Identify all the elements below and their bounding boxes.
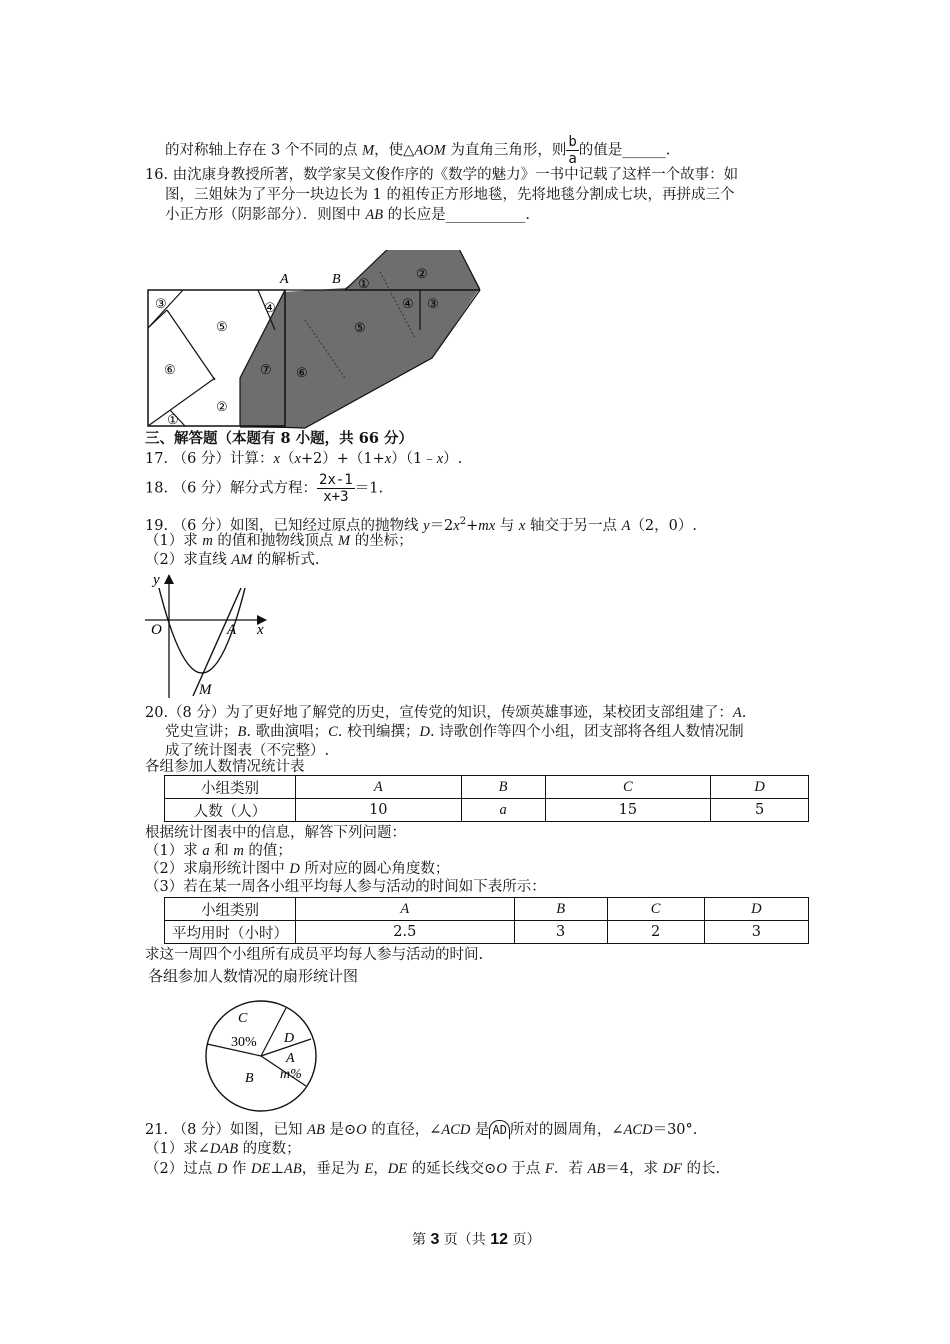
table1-title: 各组参加人数情况统计表 [145,759,305,775]
piece-1-right: ① [358,276,370,291]
q15-tail-line: 的对称轴上存在 3 个不同的点 M，使△AOM 为直角三角形，则 $\frac{b}{a}$ 的值是______. [165,134,671,167]
q20-after-table: 求这一周四个小组所有成员平均每人参与活动的时间. [145,947,484,963]
table-row: 平均用时（小时） 2.5 3 2 3 [165,921,809,944]
piece-7: ⑦ [260,362,272,377]
line-AM [193,588,241,696]
piece-6-right: ⑥ [296,365,308,380]
piece-4-left: ④ [264,300,276,315]
pie-label-C: C [238,1011,248,1026]
svg-text:y: y [153,572,160,588]
q20-instructions: 根据统计图表中的信息，解答下列问题： [145,825,406,841]
label-B: B [332,272,341,287]
q19-line3: （2）求直线 AM 的解析式. [145,552,320,568]
piece-6-left: ⑥ [164,362,176,377]
q18-line: 18. （6 分）解分式方程： $\frac{2x-1}{x+3}$ ＝1. [145,472,384,505]
q20-sub3: （3）若在某一周各小组平均每人参与活动的时间如下表所示： [145,879,546,895]
svg-text:M: M [199,682,212,698]
q19-line2: （1）求 m 的值和抛物线顶点 M 的坐标； [145,533,413,549]
pie-chart [200,1000,325,1115]
piece-4-right: ④ [402,296,414,311]
q20-sub2: （2）求扇形统计图中 D 所对应的圆心角度数； [145,861,450,877]
svg-text:x: x [257,622,264,638]
svg-text:O: O [151,622,162,638]
table-row: 小组类别 A B C D [165,776,809,799]
q21-line2: （1）求∠DAB 的度数； [145,1141,301,1157]
section-3-title: 三、解答题（本题有 8 小题，共 66 分） [145,430,413,447]
q16-line3: 小正方形（阴影部分）．则图中 AB 的长应是___________. [165,207,531,223]
pie-label-D: D [284,1031,295,1046]
piece-3-left: ③ [155,296,167,311]
page-footer: 第 3 页（共 12 页） [412,1231,541,1248]
table-row: 小组类别 A B C D [165,898,809,921]
piece-5-left: ⑤ [216,319,228,334]
pie-label-A-pct: m% [280,1067,302,1082]
q17-line: 17. （6 分）计算：x（x+2）+（1+x）（1﹣x）. [145,451,463,467]
pie-label-B: B [245,1071,254,1086]
stats-table-time [164,897,809,944]
parabola-figure [145,568,275,703]
pie-label-C-pct: 30% [231,1035,257,1050]
piece-2-left: ② [216,399,228,414]
piece-1-left: ① [167,412,179,427]
q20-line1: 20.（8 分）为了更好地了解党的历史，宣传党的知识，传颂英雄事迹，某校团支部组建了：A. [145,705,747,721]
piece-3-right: ③ [427,296,439,311]
svg-text:A: A [227,622,237,638]
q21-line1: 21. （8 分）如图，已知 AB 是⊙O 的直径，∠ACD 是 AD 所对的圆周角，∠ACD＝30°. [145,1122,698,1138]
q20-line3: 成了统计图表（不完整）. [165,743,330,759]
q18-fraction: $\frac{2x-1}{x+3}$ [319,472,353,505]
pie-label-A: A [286,1051,295,1066]
stats-table-count [164,775,809,822]
piece-5-right: ⑤ [354,320,366,335]
table-row: 人数（人） 10 a 15 5 [165,799,809,822]
pie-chart-title: 各组参加人数情况的扇形统计图 [148,967,359,985]
q16-line1: 16. 由沈康身教授所著，数学家吴文俊作序的《数学的魅力》一书中记载了这样一个故事：如 [145,167,739,183]
carpet-figure [140,250,490,430]
q19-line1: 19. （6 分）如图，已知经过原点的抛物线 $y=2x^2+mx$ 与 x 轴交于另一点 A（2，0）. [145,516,697,534]
q16-line2: 图，三姐妹为了平分一块边长为 1 的祖传正方形地毯，先将地毯分割成七块，再拼成三个 [165,187,735,203]
label-A: A [280,272,289,287]
q15-fraction: $\frac{b}{a}$ [568,134,577,167]
q21-line3: （2）过点 D 作 DE⊥AB，垂足为 E，DE 的延长线交⊙O 于点 F．若 AB＝4，求 DF 的长. [145,1161,721,1177]
q20-line2: 党史宣讲；B. 歌曲演唱；C. 校刊编撰；D. 诗歌创作等四个小组，团支部将各组人数情况制 [165,724,744,740]
q20-sub1: （1）求 a 和 m 的值； [145,843,292,859]
piece-2-right: ② [416,266,428,281]
arc-AD: AD [489,1120,509,1139]
